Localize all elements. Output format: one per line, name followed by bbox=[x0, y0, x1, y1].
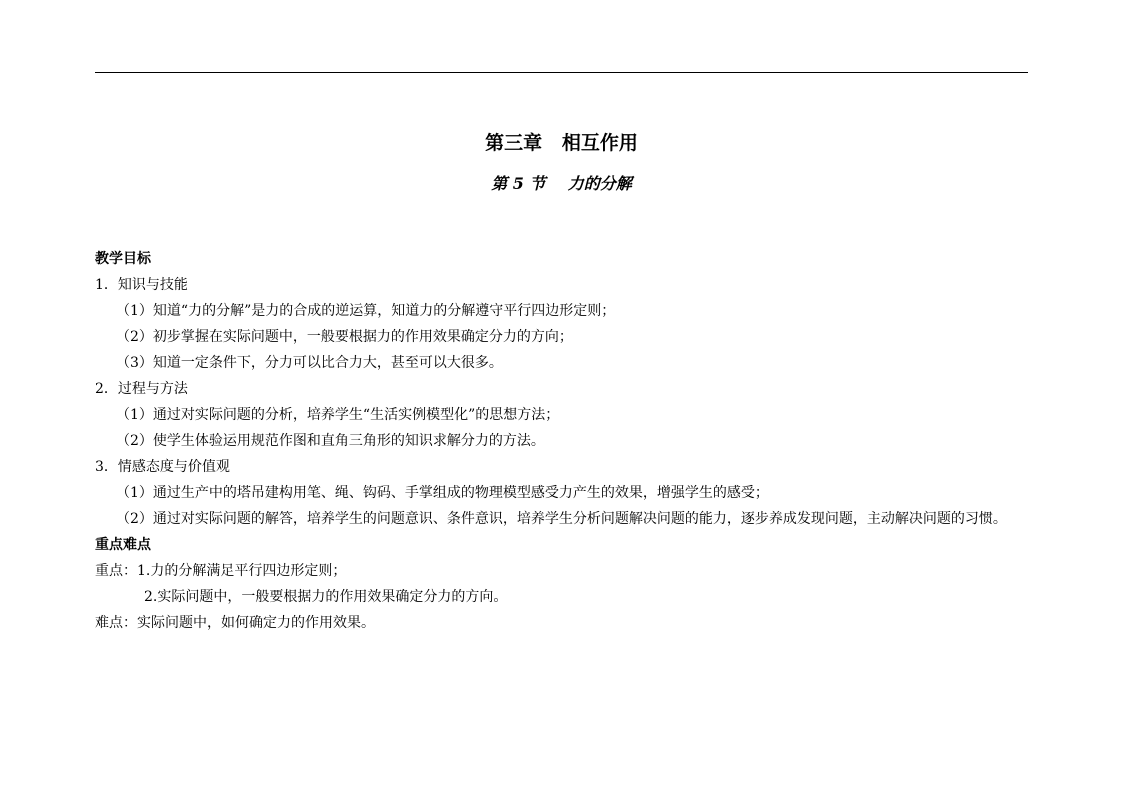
key-points-heading: 重点难点 bbox=[95, 537, 151, 553]
objective-item: （1）知道“力的分解”是力的合成的逆运算，知道力的分解遵守平行四边形定则； bbox=[116, 303, 616, 319]
objective-item: （2）初步掌握在实际问题中，一般要根据力的作用效果确定分力的方向； bbox=[116, 329, 573, 345]
chapter-title: 第三章 相互作用 bbox=[485, 132, 638, 154]
group-title-knowledge: 1．知识与技能 bbox=[95, 277, 188, 293]
section-title: 第 5 节 力的分解 bbox=[491, 174, 632, 193]
objective-item: （2）使学生体验运用规范作图和直角三角形的知识求解分力的方法。 bbox=[116, 433, 545, 449]
document-body bbox=[95, 246, 1030, 636]
objective-item-text: （2）通过对实际问题的解答，培养学生的问题意识、条件意识，培养学生分析问题解决问题的能力，逐步养成发现问题，主动解决问题的习惯。 bbox=[116, 511, 1007, 527]
key-point-line-1: 重点：1.力的分解满足平行四边形定则； bbox=[95, 563, 347, 579]
objective-item-wrapped bbox=[95, 506, 1030, 532]
difficulty-line: 难点：实际问题中，如何确定力的作用效果。 bbox=[95, 615, 375, 631]
objective-item: （3）知道一定条件下，分力可以比合力大，甚至可以大很多。 bbox=[116, 355, 503, 371]
objectives-heading: 教学目标 bbox=[95, 251, 151, 267]
objective-item: （1）通过生产中的塔吊建构用笔、绳、钩码、手掌组成的物理模型感受力产生的效果，增强学生的感受； bbox=[116, 485, 769, 501]
group-title-process: 2．过程与方法 bbox=[95, 381, 188, 397]
header-divider bbox=[95, 72, 1028, 73]
objective-item: （1）通过对实际问题的分析，培养学生“生活实例模型化”的思想方法； bbox=[116, 407, 560, 423]
group-title-attitude: 3．情感态度与价值观 bbox=[95, 459, 230, 475]
key-point-line-2: 2.实际问题中，一般要根据力的作用效果确定分力的方向。 bbox=[144, 589, 508, 605]
